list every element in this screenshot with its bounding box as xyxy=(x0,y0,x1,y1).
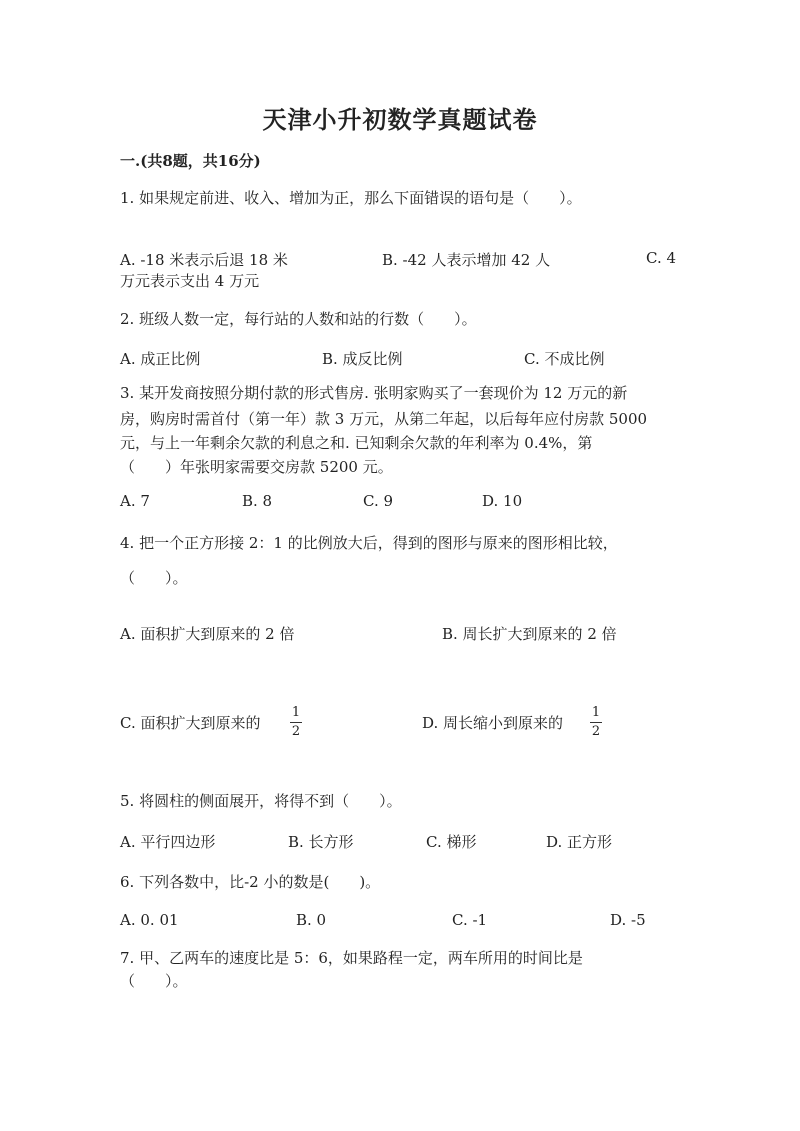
question-4-option-b[interactable]: B. 周长扩大到原来的 2 倍 xyxy=(442,625,617,643)
question-3-stem-line-3: 元，与上一年剩余欠款的利息之和. 已知剩余欠款的年利率为 0.4%，第 xyxy=(120,434,593,452)
fraction-denominator: 2 xyxy=(291,724,301,739)
question-3-option-d[interactable]: D. 10 xyxy=(482,492,523,510)
fraction-bar xyxy=(590,722,602,723)
question-3-option-a[interactable]: A. 7 xyxy=(120,492,150,510)
question-4-stem-line-1: 4. 把一个正方形接 2：1 的比例放大后，得到的图形与原来的图形相比较， xyxy=(120,534,618,552)
question-1-stem: 1. 如果规定前进、收入、增加为正，那么下面错误的语句是（ ）。 xyxy=(120,189,582,207)
section-heading: 一.(共8题，共16分) xyxy=(120,152,261,170)
question-5-option-b[interactable]: B. 长方形 xyxy=(288,833,354,851)
question-1-option-a[interactable]: A. -18 米表示后退 18 米 xyxy=(120,251,288,269)
question-3-option-c[interactable]: C. 9 xyxy=(363,492,394,510)
question-3-stem-line-2: 房，购房时需首付（第一年）款 3 万元，从第二年起，以后每年应付房款 5000 xyxy=(120,410,648,428)
question-5-option-d[interactable]: D. 正方形 xyxy=(546,833,613,851)
question-2-option-a[interactable]: A. 成正比例 xyxy=(120,350,201,368)
fraction-bar xyxy=(290,722,302,723)
question-2-option-c[interactable]: C. 不成比例 xyxy=(524,350,605,368)
fraction-denominator: 2 xyxy=(591,724,601,739)
question-4-option-d[interactable]: D. 周长缩小到原来的 xyxy=(422,714,564,732)
question-4-option-a[interactable]: A. 面积扩大到原来的 2 倍 xyxy=(120,625,295,643)
question-5-option-a[interactable]: A. 平行四边形 xyxy=(120,833,216,851)
question-6-option-b[interactable]: B. 0 xyxy=(296,911,327,929)
question-7-stem-line-2: （ ）。 xyxy=(120,972,188,990)
question-5-stem: 5. 将圆柱的侧面展开，将得不到（ ）。 xyxy=(120,792,402,810)
page-title: 天津小升初数学真题试卷 xyxy=(262,105,538,134)
fraction-numerator: 1 xyxy=(591,705,601,720)
question-2-stem: 2. 班级人数一定，每行站的人数和站的行数（ ）。 xyxy=(120,310,477,328)
question-6-option-a[interactable]: A. 0. 01 xyxy=(120,911,179,929)
question-2-option-b[interactable]: B. 成反比例 xyxy=(322,350,403,368)
question-1-option-b[interactable]: B. -42 人表示增加 42 人 xyxy=(382,251,551,269)
question-6-option-c[interactable]: C. -1 xyxy=(452,911,488,929)
fraction-one-half-d xyxy=(590,706,602,739)
fraction-numerator: 1 xyxy=(291,705,301,720)
question-7-stem-line-1: 7. 甲、乙两车的速度比是 5：6，如果路程一定，两车所用的时间比是 xyxy=(120,949,583,967)
question-1-option-c[interactable]: C. 4 xyxy=(646,249,677,267)
fraction-one-half-c xyxy=(290,706,302,739)
question-3-stem-line-1: 3. 某开发商按照分期付款的形式售房. 张明家购买了一套现价为 12 万元的新 xyxy=(120,384,628,402)
question-5-option-c[interactable]: C. 梯形 xyxy=(426,833,477,851)
question-4-stem-line-2: （ ）。 xyxy=(120,569,188,587)
question-6-stem: 6. 下列各数中，比-2 小的数是( )。 xyxy=(120,873,381,891)
question-1-option-c-continued: 万元表示支出 4 万元 xyxy=(120,272,260,290)
question-3-option-b[interactable]: B. 8 xyxy=(242,492,273,510)
question-3-stem-line-4: （ ）年张明家需要交房款 5200 元。 xyxy=(120,458,393,476)
question-6-option-d[interactable]: D. -5 xyxy=(610,911,646,929)
question-4-option-c[interactable]: C. 面积扩大到原来的 xyxy=(120,714,261,732)
